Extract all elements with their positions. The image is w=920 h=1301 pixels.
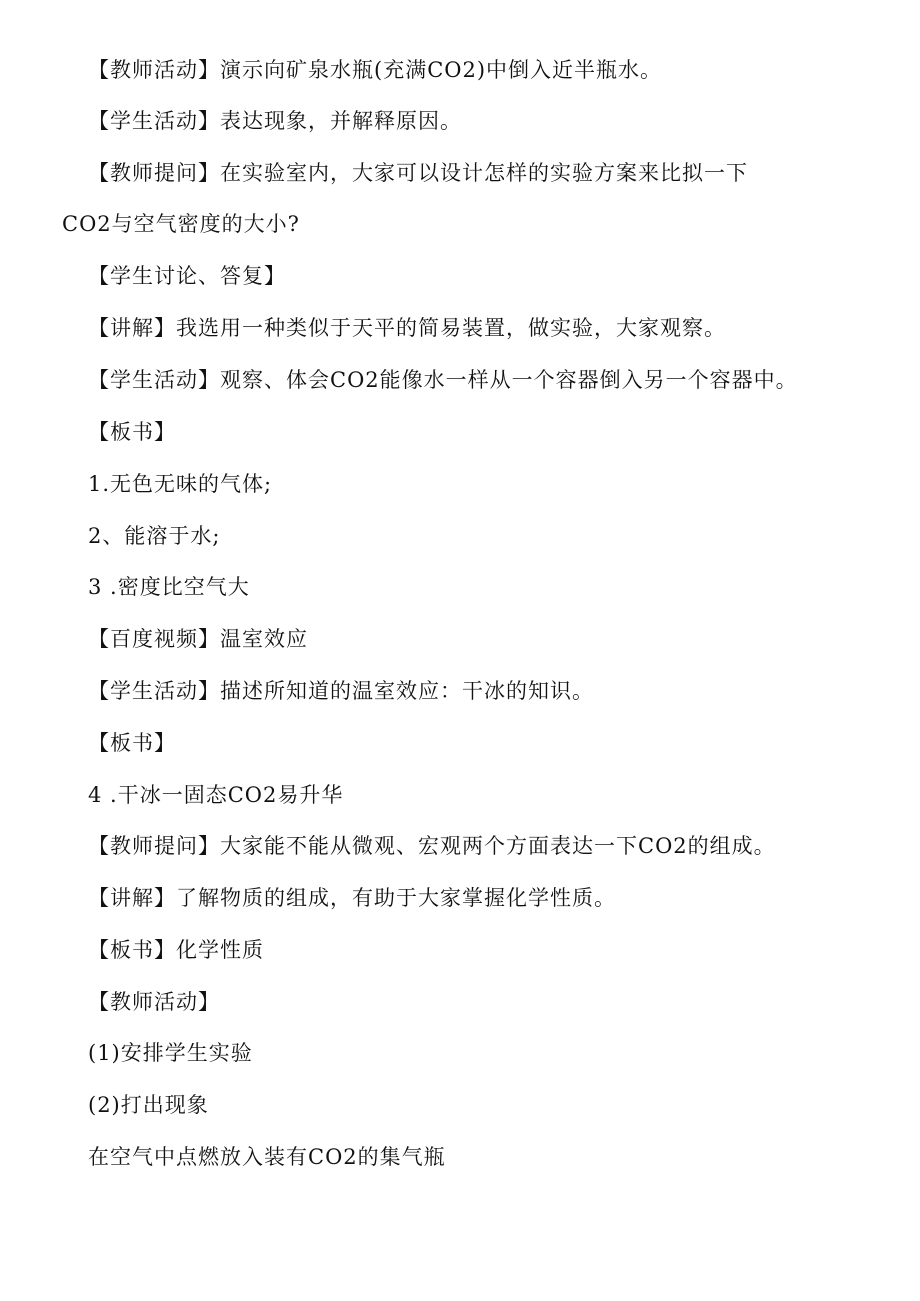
line-teacher-question-composition: 【教师提问】大家能不能从微观、宏观两个方面表达一下CO2的组成。	[88, 834, 776, 858]
line-student-activity-observe: 【学生活动】观察、体会CO2能像水一样从一个容器倒入另一个容器中。	[88, 368, 798, 392]
line-property-1: 1.无色无味的气体;	[88, 472, 273, 496]
line-experiment-description: 在空气中点燃放入装有CO2的集气瓶	[88, 1145, 446, 1169]
line-property-2: 2、能溶于水;	[88, 524, 221, 548]
line-student-discussion: 【学生讨论、答复】	[88, 264, 286, 288]
line-question-continued: CO2与空气密度的大小?	[62, 212, 300, 236]
line-explanation-balance: 【讲解】我选用一种类似于天平的简易装置，做实验，大家观察。	[88, 316, 726, 340]
line-student-activity-greenhouse: 【学生活动】描述所知道的温室效应：干冰的知识。	[88, 679, 594, 703]
line-board-heading-1: 【板书】	[88, 420, 176, 444]
line-teacher-activity: 【教师活动】	[88, 990, 220, 1014]
line-board-chemical-properties: 【板书】化学性质	[88, 938, 264, 962]
line-step-1: (1)安排学生实验	[88, 1041, 253, 1065]
line-board-heading-2: 【板书】	[88, 731, 176, 755]
line-step-2: (2)打出现象	[88, 1093, 209, 1117]
line-baidu-video: 【百度视频】温室效应	[88, 627, 308, 651]
line-teacher-question: 【教师提问】在实验室内，大家可以设计怎样的实验方案来比拟一下	[88, 161, 748, 185]
line-teacher-activity-demo: 【教师活动】演示向矿泉水瓶(充满CO2)中倒入近半瓶水。	[88, 58, 663, 82]
line-property-4: 4 .干冰一固态CO2易升华	[88, 783, 344, 807]
line-student-activity-explain: 【学生活动】表达现象，并解释原因。	[88, 109, 462, 133]
line-explanation-composition: 【讲解】了解物质的组成，有助于大家掌握化学性质。	[88, 886, 616, 910]
line-property-3: 3 .密度比空气大	[88, 575, 250, 599]
